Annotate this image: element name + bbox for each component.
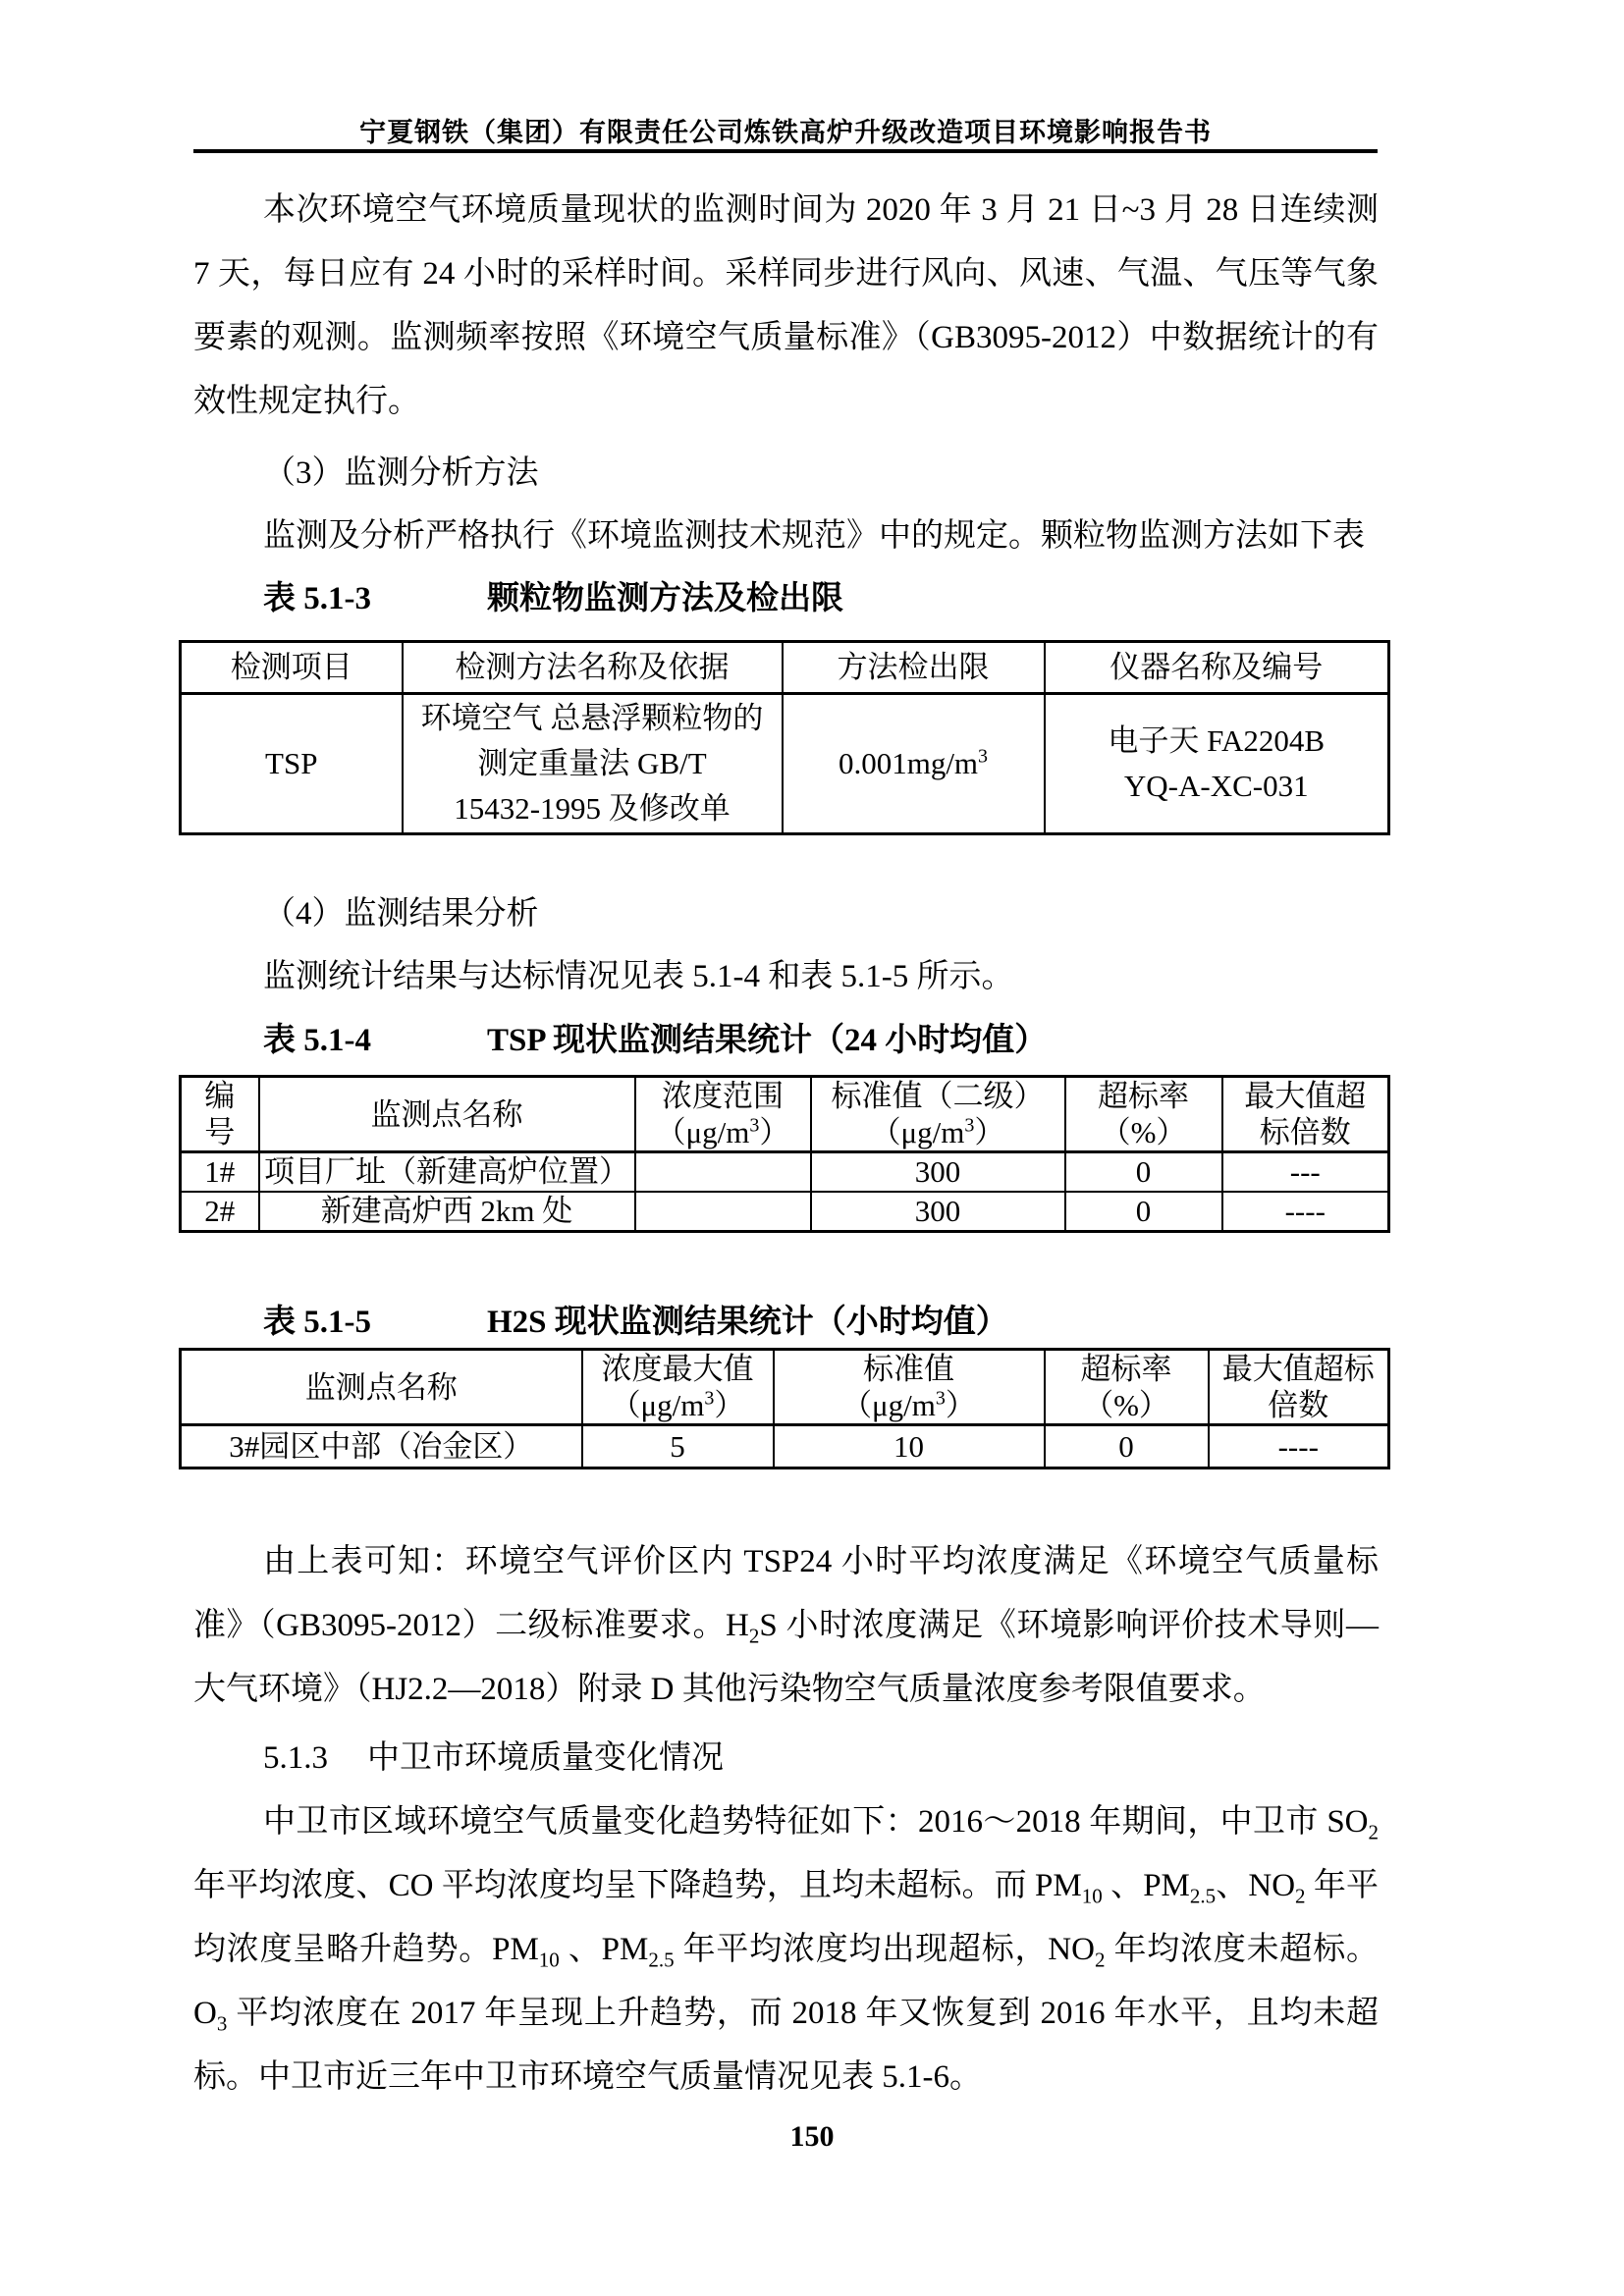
cell-conc-range bbox=[635, 1192, 811, 1232]
unit-line bbox=[812, 1114, 1064, 1150]
col-header-item: 检测项目 bbox=[181, 642, 403, 694]
cell-method bbox=[403, 694, 783, 834]
section-number: 5.1.3 bbox=[263, 1740, 328, 1776]
cell-limit bbox=[783, 694, 1045, 834]
subscript: 2 bbox=[1094, 1948, 1106, 1972]
unit-pre: （μg/m bbox=[841, 1388, 936, 1422]
subscript: 10 bbox=[538, 1948, 560, 1972]
heading-5-1-3 bbox=[193, 1727, 1379, 1790]
col-header-conc-range bbox=[635, 1077, 811, 1152]
cell-standard: 300 bbox=[811, 1192, 1065, 1232]
cell-exceed-rate: 0 bbox=[1065, 1152, 1222, 1193]
table-5-1-5-caption-title: H2S 现状监测结果统计（小时均值） bbox=[487, 1305, 1008, 1340]
col-header-method: 检测方法名称及依据 bbox=[403, 642, 783, 694]
header-line: 标准值 bbox=[863, 1352, 954, 1386]
subscript: 3 bbox=[216, 2011, 228, 2036]
table-5-1-4 bbox=[179, 1075, 1390, 1233]
unit-sup: 3 bbox=[964, 1114, 975, 1137]
cell-exceed-rate: 0 bbox=[1045, 1425, 1209, 1468]
subscript: 2 bbox=[1368, 1820, 1379, 1844]
table-row bbox=[181, 1152, 1389, 1193]
subscript: 2.5 bbox=[1189, 1884, 1217, 1908]
cell-id: 1# bbox=[181, 1152, 259, 1193]
cell-site-name: 新建高炉西 2km 处 bbox=[259, 1192, 635, 1232]
cell-site-name: 项目厂址（新建高炉位置） bbox=[259, 1152, 635, 1193]
method-line: 15432-1995 及修改单 bbox=[454, 791, 731, 826]
cell-max-exceed: --- bbox=[1222, 1152, 1389, 1193]
paragraph-analysis-spec: 监测及分析严格执行《环境监测技术规范》中的规定。颗粒物监测方法如下表 bbox=[263, 518, 1365, 554]
cell-exceed-rate: 0 bbox=[1065, 1192, 1222, 1232]
cell-conc-range bbox=[635, 1152, 811, 1193]
limit-value: 0.001mg/m bbox=[838, 746, 979, 780]
header-line: 超标率 bbox=[1098, 1079, 1189, 1113]
header-line: 浓度最大值 bbox=[601, 1352, 754, 1386]
table-row bbox=[181, 1192, 1389, 1232]
unit-sup: 3 bbox=[704, 1387, 715, 1410]
paragraph-conclusion bbox=[193, 1530, 1379, 1722]
header-rule bbox=[193, 149, 1378, 153]
paragraph-monitoring-time: 本次环境空气环境质量现状的监测时间为 2020 年 3 月 21 日~3 月 28 日连续测 7 天，每日应有 24 小时的采样时间。采样同步进行风向、风速、气温、气压等气象要素的观测。监测频率按照《环境空气质量标准》（GB3095-2012）中数据统计的有效性规定执行。 bbox=[193, 192, 1379, 419]
table-5-1-3 bbox=[179, 640, 1390, 835]
method-line: 环境空气 总悬浮颗粒物的 bbox=[420, 701, 764, 735]
text-segment: 、PM bbox=[559, 1932, 649, 1967]
subscript: 2.5 bbox=[648, 1948, 675, 1972]
col-header-instrument: 仪器名称及编号 bbox=[1045, 642, 1389, 694]
section-title: 中卫市环境质量变化情况 bbox=[367, 1740, 724, 1776]
table-row bbox=[181, 1425, 1389, 1468]
col-header-standard bbox=[774, 1350, 1045, 1425]
col-header-exceed-rate bbox=[1045, 1350, 1209, 1425]
text-segment: 年均浓度未超标。O bbox=[193, 1932, 1380, 2031]
unit-pre: （μg/m bbox=[655, 1115, 750, 1149]
col-header-max-exceed: 最大值超标倍数 bbox=[1222, 1077, 1389, 1152]
unit-post: ） bbox=[974, 1115, 1005, 1149]
col-header-site-name: 监测点名称 bbox=[181, 1350, 582, 1425]
unit-line: （%） bbox=[1100, 1115, 1187, 1149]
table-5-1-4-header-row bbox=[181, 1077, 1389, 1152]
text-segment: 平均浓度在 2017 年呈现上升趋势，而 2018 年又恢复到 2016 年水平，且均未超标。中卫市近三年中卫市环境空气质量情况见表 5.1-6。 bbox=[193, 1996, 1379, 2095]
paragraph-trend bbox=[193, 1790, 1379, 2109]
subscript: 2 bbox=[1295, 1884, 1306, 1908]
col-header-limit: 方法检出限 bbox=[783, 642, 1045, 694]
unit-line: （%） bbox=[1083, 1388, 1169, 1422]
text-segment: S 小时浓度满足《环境影响评价技术导则—大气环境》（HJ2.2—2018）附录 D 其他污染物空气质量浓度参考限值要求。 bbox=[193, 1608, 1379, 1707]
table-5-1-3-header-row bbox=[181, 642, 1389, 694]
table-5-1-3-caption bbox=[193, 567, 1379, 631]
table-5-1-3-caption-title: 颗粒物监测方法及检出限 bbox=[487, 581, 843, 616]
unit-sup: 3 bbox=[749, 1114, 760, 1137]
col-header-max-conc bbox=[582, 1350, 774, 1425]
subscript: 2 bbox=[748, 1624, 760, 1648]
table-5-1-4-caption-number: 表 5.1-4 bbox=[263, 1023, 371, 1058]
cell-standard: 300 bbox=[811, 1152, 1065, 1193]
cell-item: TSP bbox=[181, 694, 403, 834]
limit-exponent: 3 bbox=[978, 745, 989, 768]
paragraph-statistics-ref: 监测统计结果与达标情况见表 5.1-4 和表 5.1-5 所示。 bbox=[263, 959, 1014, 994]
header-line: 标准值（二级） bbox=[831, 1079, 1045, 1113]
instrument-line: YQ-A-XC-031 bbox=[1123, 769, 1309, 803]
table-5-1-5 bbox=[179, 1348, 1390, 1469]
cell-site-name: 3#园区中部（冶金区） bbox=[181, 1425, 582, 1468]
text-segment: 年平均浓度呈略升趋势。PM bbox=[193, 1868, 1379, 1967]
unit-post: ） bbox=[714, 1388, 745, 1422]
method-line: 测定重量法 GB/T bbox=[477, 746, 707, 780]
text-segment: 年平均浓度均出现超标，NO bbox=[674, 1932, 1095, 1967]
table-5-1-3-caption-number: 表 5.1-3 bbox=[263, 581, 371, 616]
table-5-1-4-caption-title: TSP 现状监测结果统计（24 小时均值） bbox=[487, 1023, 1048, 1058]
col-header-site-name: 监测点名称 bbox=[259, 1077, 635, 1152]
header-line: 超标率 bbox=[1080, 1352, 1172, 1386]
table-5-1-5-header-row bbox=[181, 1350, 1389, 1425]
unit-line bbox=[583, 1387, 773, 1423]
page-header-title: 宁夏钢铁（集团）有限责任公司炼铁高炉升级改造项目环境影响报告书 bbox=[359, 118, 1212, 147]
table-5-1-5-caption-number: 表 5.1-5 bbox=[263, 1305, 371, 1340]
page-number: 150 bbox=[789, 2120, 835, 2153]
text-segment: 年平均浓度、CO 平均浓度均呈下降趋势，且均未超标。而 PM bbox=[193, 1868, 1082, 1903]
cell-id: 2# bbox=[181, 1192, 259, 1232]
table-5-1-5-caption bbox=[193, 1291, 1379, 1355]
col-header-id: 编号 bbox=[181, 1077, 259, 1152]
text-segment: 、PM bbox=[1102, 1868, 1190, 1903]
header-line: 浓度范围 bbox=[662, 1079, 784, 1113]
subscript: 10 bbox=[1081, 1884, 1103, 1908]
unit-pre: （μg/m bbox=[610, 1388, 705, 1422]
col-header-standard bbox=[811, 1077, 1065, 1152]
instrument-line: 电子天 FA2204B bbox=[1108, 723, 1326, 758]
cell-instrument bbox=[1045, 694, 1389, 834]
heading-3-analysis-method: （3）监测分析方法 bbox=[263, 455, 539, 491]
text-segment: 中卫市区域环境空气质量变化趋势特征如下：2016～2018 年期间，中卫市 SO bbox=[263, 1804, 1369, 1840]
cell-max-conc: 5 bbox=[582, 1425, 774, 1468]
cell-max-exceed: ---- bbox=[1222, 1192, 1389, 1232]
text-segment: 、NO bbox=[1216, 1868, 1296, 1903]
col-header-exceed-rate bbox=[1065, 1077, 1222, 1152]
unit-sup: 3 bbox=[935, 1387, 946, 1410]
cell-standard: 10 bbox=[774, 1425, 1045, 1468]
table-row bbox=[181, 694, 1389, 834]
unit-line bbox=[636, 1114, 810, 1150]
unit-line bbox=[775, 1387, 1044, 1423]
text-segment: 由上表可知：环境空气评价区内 TSP24 小时平均浓度满足《环境空气质量标准》（GB3095-2012）二级标准要求。H bbox=[193, 1544, 1379, 1643]
heading-4-result-analysis: （4）监测结果分析 bbox=[263, 896, 539, 932]
cell-max-exceed: ---- bbox=[1209, 1425, 1389, 1468]
unit-pre: （μg/m bbox=[870, 1115, 965, 1149]
table-5-1-4-caption bbox=[193, 1009, 1379, 1073]
unit-post: ） bbox=[945, 1388, 976, 1422]
unit-post: ） bbox=[759, 1115, 790, 1149]
col-header-max-exceed: 最大值超标倍数 bbox=[1209, 1350, 1389, 1425]
